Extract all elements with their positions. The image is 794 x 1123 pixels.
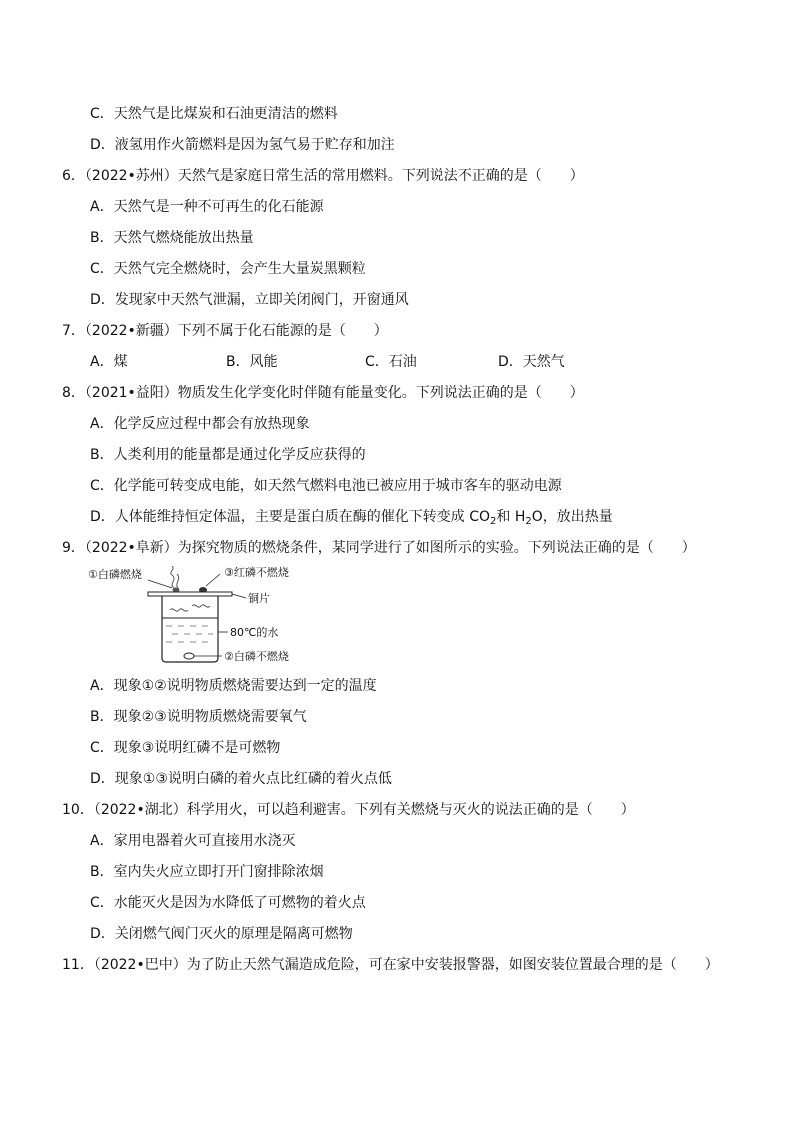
question-6: 6．（2022•苏州）天然气是家庭日常生活的常用燃料。下列说法不正确的是（ ） — [62, 168, 584, 184]
q5-option-c: C．天然气是比煤炭和石油更清洁的燃料 — [90, 106, 338, 122]
smoke-icon — [177, 574, 179, 588]
q7-option-c: C．石油 — [365, 354, 417, 370]
q8-d-subscript-2: 2 — [525, 516, 532, 527]
leader-line — [148, 580, 172, 588]
q9-option-a: A．现象①②说明物质燃烧需要达到一定的温度 — [90, 678, 377, 694]
q10-option-c: C．水能灭火是因为水降低了可燃物的着火点 — [90, 895, 366, 911]
question-9: 9．（2022•阜新）为探究物质的燃烧条件，某同学进行了如图所示的实验。下列说法正确的是（ ） — [62, 540, 696, 556]
q8-option-b: B．人类利用的能量都是通过化学反应获得的 — [90, 447, 366, 463]
q10-option-a: A．家用电器着火可直接用水浇灭 — [90, 833, 296, 849]
q9-option-b: B．现象②③说明物质燃烧需要氧气 — [90, 709, 307, 725]
q8-d-text-post: O，放出热量 — [531, 509, 613, 525]
q6-option-b: B．天然气燃烧能放出热量 — [90, 230, 254, 246]
white-phosphorus-in-water — [184, 653, 194, 659]
q6-option-a: A．天然气是一种不可再生的化石能源 — [90, 199, 324, 215]
label-white-phosphorus-burning: ①白磷燃烧 — [88, 568, 142, 581]
q8-d-subscript-1: 2 — [490, 516, 497, 527]
q9-option-d: D．现象①③说明白磷的着火点比红磷的着火点低 — [90, 771, 392, 787]
combustion-experiment-figure — [88, 566, 308, 670]
q8-d-text-mid: 和 H — [496, 509, 526, 525]
leader-line — [206, 574, 220, 586]
question-10: 10．（2022•湖北）科学用火，可以趋利避害。下列有关燃烧与灭火的说法正确的是（ ） — [62, 802, 635, 818]
q8-option-a: A．化学反应过程中都会有放热现象 — [90, 416, 310, 432]
q10-option-d: D．关闭燃气阀门灭火的原理是隔离可燃物 — [90, 926, 353, 942]
smoke-icon — [171, 566, 174, 588]
label-hot-water: 80℃的水 — [230, 626, 279, 639]
q9-option-c: C．现象③说明红磷不是可燃物 — [90, 740, 281, 756]
q7-options-row — [90, 352, 690, 372]
q6-option-d: D．发现家中天然气泄漏，立即关闭阀门，开窗通风 — [90, 292, 409, 308]
q8-option-d — [90, 507, 613, 527]
leader-line — [232, 594, 246, 598]
label-red-phosphorus: ③红磷不燃烧 — [224, 566, 289, 579]
label-copper-plate: 铜片 — [248, 592, 270, 605]
question-11: 11．（2022•巴中）为了防止天然气漏造成危险，可在家中安装报警器，如图安装位置最合理的是（ ） — [62, 957, 719, 973]
q7-option-d: D．天然气 — [498, 354, 565, 370]
label-white-phosphorus-in-water: ②白磷不燃烧 — [224, 650, 289, 663]
q7-option-b: B．风能 — [226, 354, 278, 370]
question-7: 7．（2022•新疆）下列不属于化石能源的是（ ） — [62, 323, 388, 339]
steam-wave — [192, 605, 210, 607]
water-hatch — [166, 626, 213, 642]
q10-option-b: B．室内失火应立即打开门窗排除浓烟 — [90, 864, 324, 880]
q5-option-d: D．液氢用作火箭燃料是因为氢气易于贮存和加注 — [90, 137, 395, 153]
q8-d-text-pre: D．人体能维持恒定体温，主要是蛋白质在酶的催化下转变成 CO — [90, 509, 491, 525]
q7-option-a: A．煤 — [90, 354, 128, 370]
q8-option-c: C．化学能可转变成电能，如天然气燃料电池已被应用于城市客车的驱动电源 — [90, 478, 562, 494]
steam-wave — [170, 609, 188, 611]
copper-plate — [148, 592, 232, 596]
question-8: 8．（2021•益阳）物质发生化学变化时伴随有能量变化。下列说法正确的是（ ） — [62, 385, 584, 401]
q6-option-c: C．天然气完全燃烧时，会产生大量炭黑颗粒 — [90, 261, 366, 277]
